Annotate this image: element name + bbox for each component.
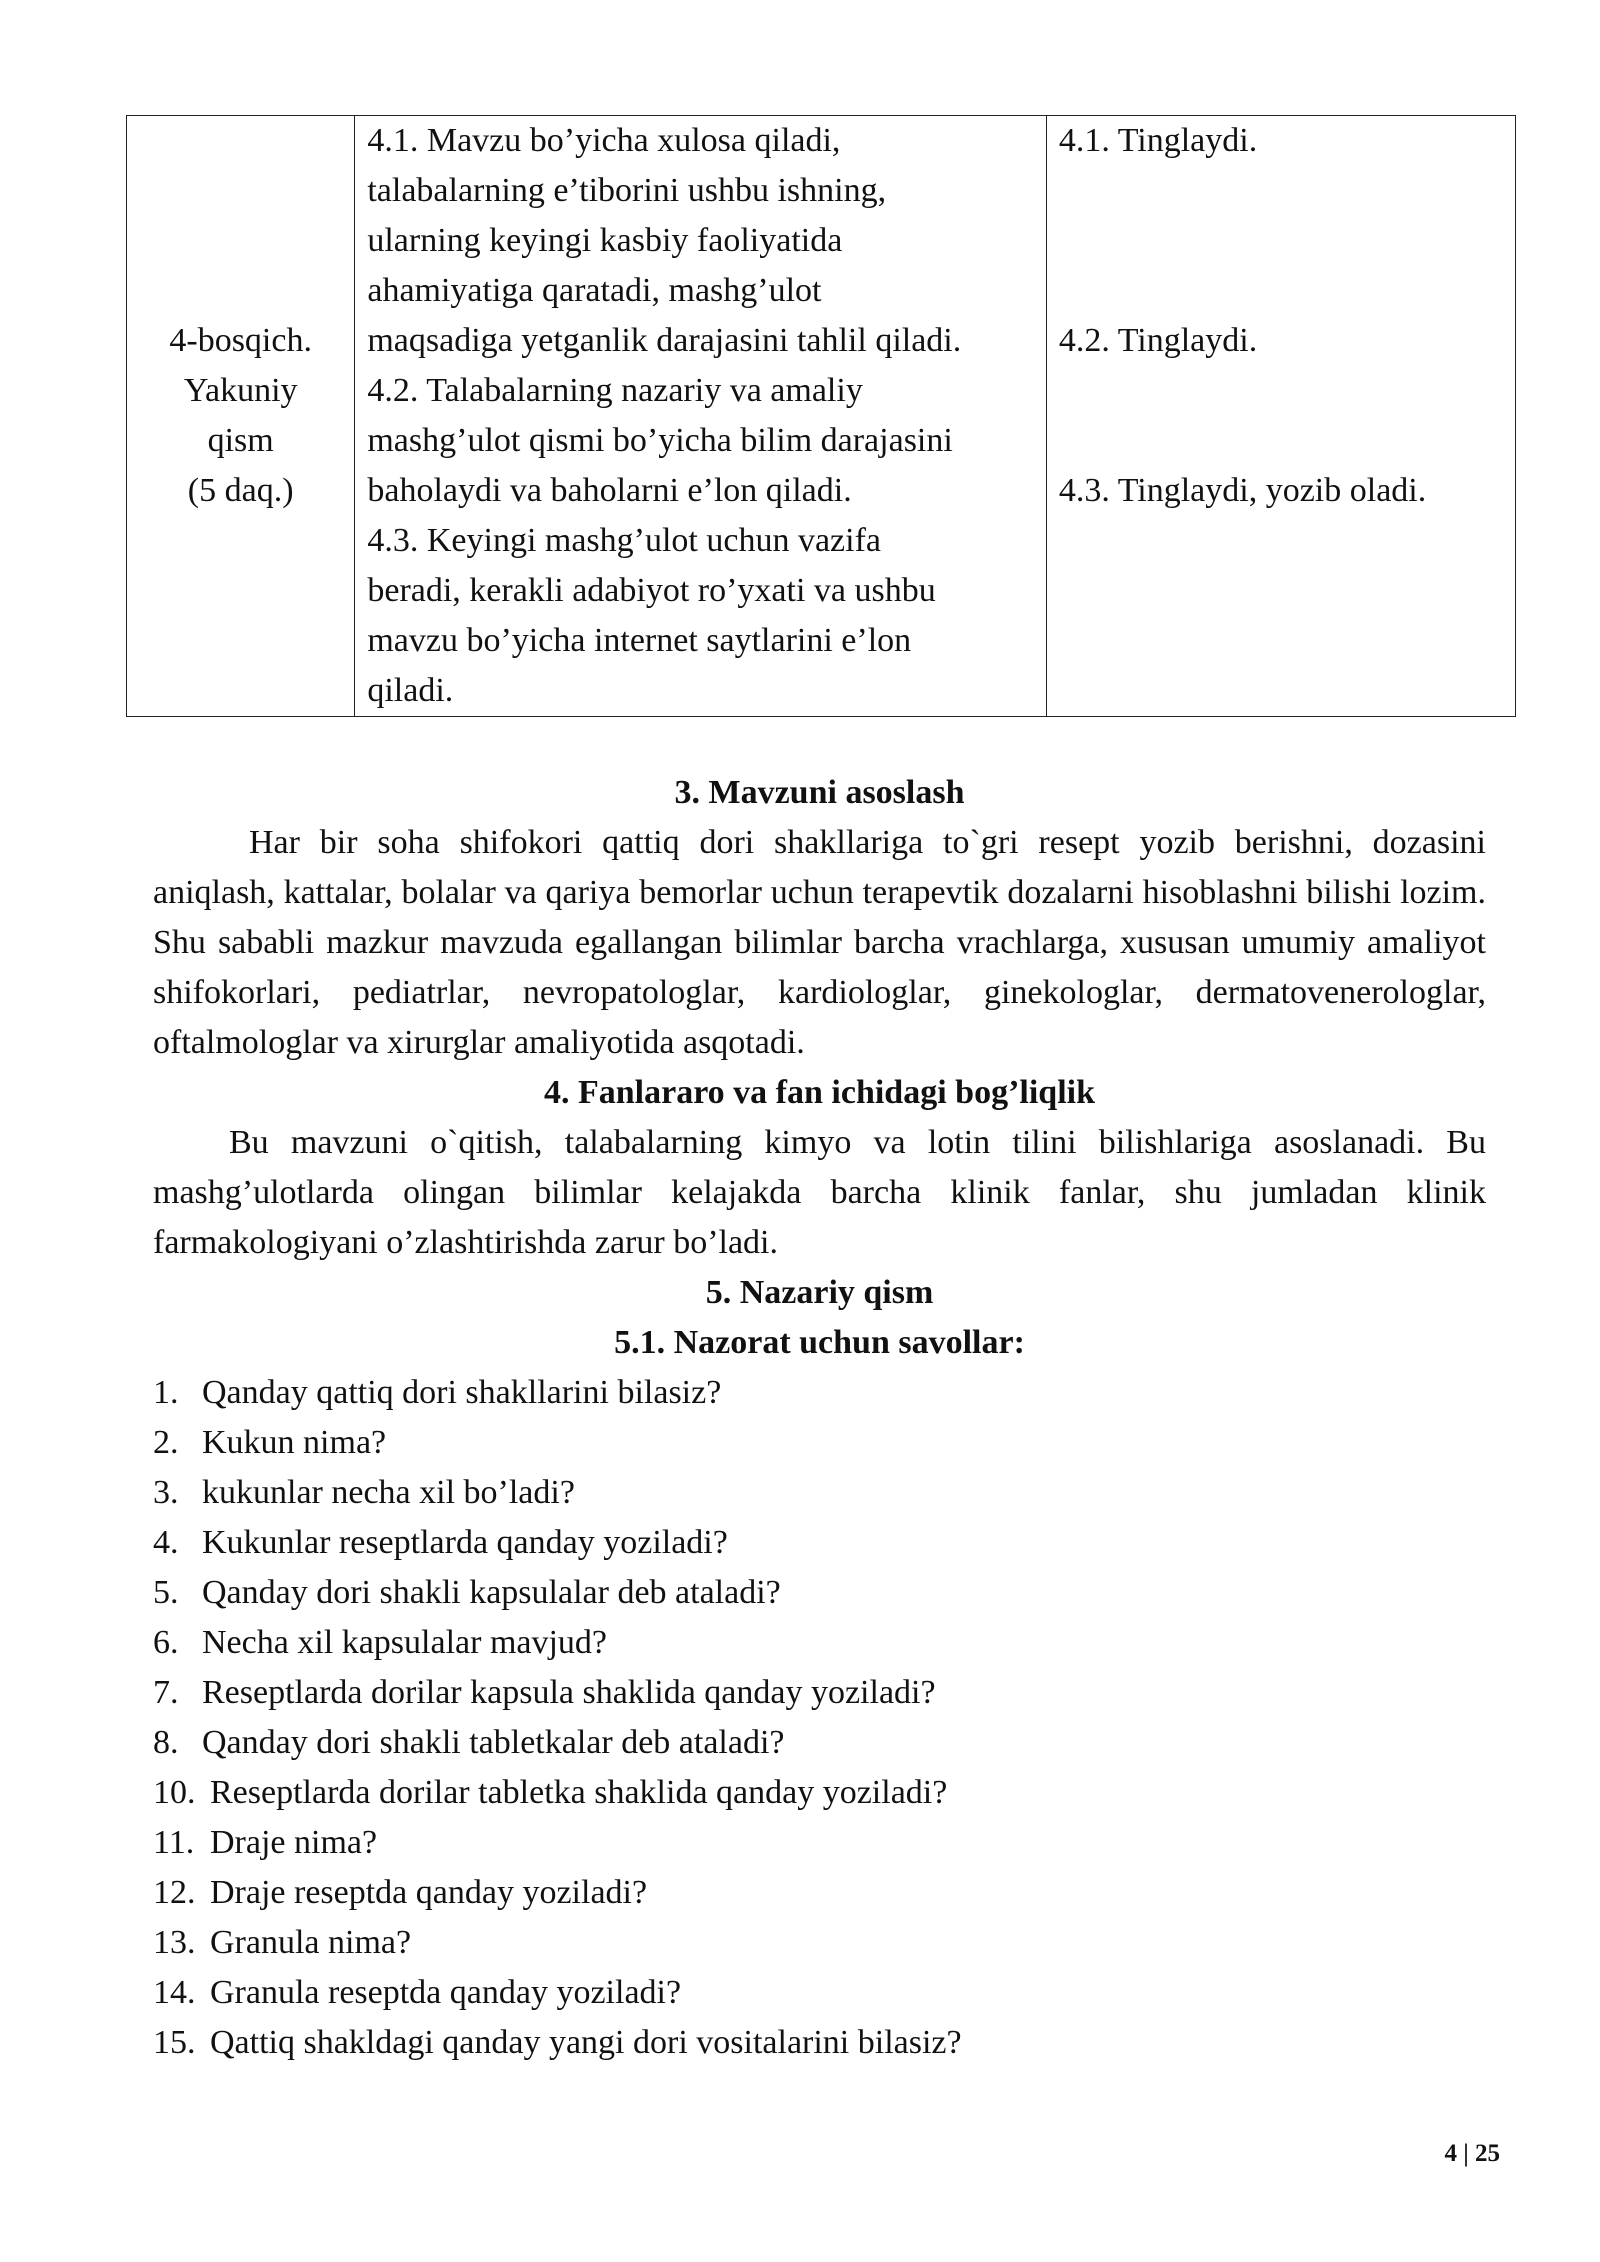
stage-label-line: qism xyxy=(207,422,274,459)
teacher-line: baholaydi va baholarni e’lon qiladi. xyxy=(367,472,852,509)
teacher-line: beradi, kerakli adabiyot ro’yxati va ushbu xyxy=(367,572,936,609)
question-number: 10. xyxy=(153,1774,196,1811)
question-text: Reseptlarda dorilar tabletka shaklida qanday yoziladi? xyxy=(210,1774,948,1811)
question-number: 11. xyxy=(153,1824,195,1861)
student-line: 4.3. Tinglaydi, yozib oladi. xyxy=(1058,472,1427,509)
question-number: 12. xyxy=(153,1874,196,1911)
stage-cell xyxy=(127,116,355,717)
teacher-line: 4.2. Talabalarning nazariy va amaliy xyxy=(367,372,863,409)
teacher-line: qiladi. xyxy=(367,672,454,709)
list-item xyxy=(153,1518,1486,1568)
list-item xyxy=(153,1868,1486,1918)
question-text: Granula nima? xyxy=(210,1924,412,1961)
question-text: Granula reseptda qanday yoziladi? xyxy=(210,1974,682,2011)
student-line: 4.1. Tinglaydi. xyxy=(1058,122,1258,159)
teacher-line: ularning keyingi kasbiy faoliyatida xyxy=(367,222,843,259)
question-number: 14. xyxy=(153,1974,196,2011)
section-4-paragraph: Bu mavzuni o`qitish, talabalarning kimyo va lotin tilini bilishlariga asoslanadi. Bu mashg’ulotlarda olingan bilimlar kelajakda barcha klinik fanlar, shu jumladan klinik farmakologiyani o’zlashtirishda zarur bo’ladi. xyxy=(153,1124,1486,1261)
list-item xyxy=(153,1718,1486,1768)
question-number: 5. xyxy=(153,1574,179,1611)
teacher-line: mavzu bo’yicha internet saytlarini e’lon xyxy=(367,622,912,659)
list-item xyxy=(153,1418,1486,1468)
question-number: 8. xyxy=(153,1724,179,1761)
page-number: 4 | 25 xyxy=(1444,2140,1500,2167)
stage-label-line: 4-bosqich. xyxy=(169,322,312,359)
question-text: Draje reseptda qanday yoziladi? xyxy=(210,1874,648,1911)
document-body xyxy=(153,768,1486,2068)
question-number: 13. xyxy=(153,1924,196,1961)
list-item xyxy=(153,1368,1486,1418)
list-item xyxy=(153,1468,1486,1518)
question-text: Draje nima? xyxy=(210,1824,378,1861)
list-item xyxy=(153,1768,1486,1818)
question-text: Kukunlar reseptlarda qanday yoziladi? xyxy=(202,1524,728,1561)
question-number: 15. xyxy=(153,2024,196,2061)
teacher-activity-cell xyxy=(355,116,1046,717)
list-item xyxy=(153,1918,1486,1968)
student-activity-cell xyxy=(1046,116,1515,717)
question-text: Qanday qattiq dori shakllarini bilasiz? xyxy=(202,1374,722,1411)
stage-label-line: Yakuniy xyxy=(183,372,298,409)
teacher-line: 4.3. Keyingi mashg’ulot uchun vazifa xyxy=(367,522,882,559)
stage-label-line: (5 daq.) xyxy=(187,472,294,509)
section-4-title: 4. Fanlararo va fan ichidagi bog’liqlik xyxy=(543,1074,1095,1111)
question-number: 3. xyxy=(153,1474,179,1511)
teacher-line: ahamiyatiga qaratadi, mashg’ulot xyxy=(367,272,822,309)
section-5-title: 5. Nazariy qism xyxy=(705,1274,934,1311)
question-number: 4. xyxy=(153,1524,179,1561)
teacher-line: maqsadiga yetganlik darajasini tahlil qiladi. xyxy=(367,322,962,359)
question-number: 7. xyxy=(153,1674,179,1711)
list-item xyxy=(153,2018,1486,2068)
section-5-1-subtitle: 5.1. Nazorat uchun savollar: xyxy=(614,1324,1025,1361)
questions-list xyxy=(153,1368,1486,2068)
list-item xyxy=(153,1668,1486,1718)
question-text: kukunlar necha xil bo’ladi? xyxy=(202,1474,575,1511)
question-text: Necha xil kapsulalar mavjud? xyxy=(202,1624,608,1661)
question-number: 6. xyxy=(153,1624,179,1661)
question-text: Reseptlarda dorilar kapsula shaklida qanday yoziladi? xyxy=(202,1674,936,1711)
list-item xyxy=(153,1968,1486,2018)
table-row xyxy=(127,116,1516,717)
teacher-line: mashg’ulot qismi bo’yicha bilim darajasini xyxy=(367,422,953,459)
teacher-line: 4.1. Mavzu bo’yicha xulosa qiladi, xyxy=(367,122,841,159)
question-number: 1. xyxy=(153,1374,179,1411)
section-3-title: 3. Mavzuni asoslash xyxy=(674,774,965,811)
section-3-paragraph: Har bir soha shifokori qattiq dori shakllariga to`gri resept yozib berishni, dozasini aniqlash, kattalar, bolalar va qariya bemorlar uchun terapevtik dozalarni hisoblashni bilishi lozim. Shu sababli mazkur mavzuda egallangan bilimlar barcha vrachlarga, xususan umumiy amaliyot shifokorlari, pediatrlar, nevropatologlar, kardiologlar, ginekologlar, dermatovenerologlar, oftalmologlar va xirurglar amaliyotida asqotadi. xyxy=(153,824,1486,1061)
question-text: Kukun nima? xyxy=(202,1424,387,1461)
lesson-stage-table xyxy=(126,115,1516,717)
list-item xyxy=(153,1568,1486,1618)
teacher-line: talabalarning e’tiborini ushbu ishning, xyxy=(367,172,887,209)
question-text: Qanday dori shakli kapsulalar deb ataladi? xyxy=(202,1574,781,1611)
question-text: Qanday dori shakli tabletkalar deb ataladi? xyxy=(202,1724,785,1761)
question-text: Qattiq shakldagi qanday yangi dori vositalarini bilasiz? xyxy=(210,2024,962,2061)
question-number: 2. xyxy=(153,1424,179,1461)
student-line: 4.2. Tinglaydi. xyxy=(1058,322,1258,359)
list-item xyxy=(153,1818,1486,1868)
list-item xyxy=(153,1618,1486,1668)
